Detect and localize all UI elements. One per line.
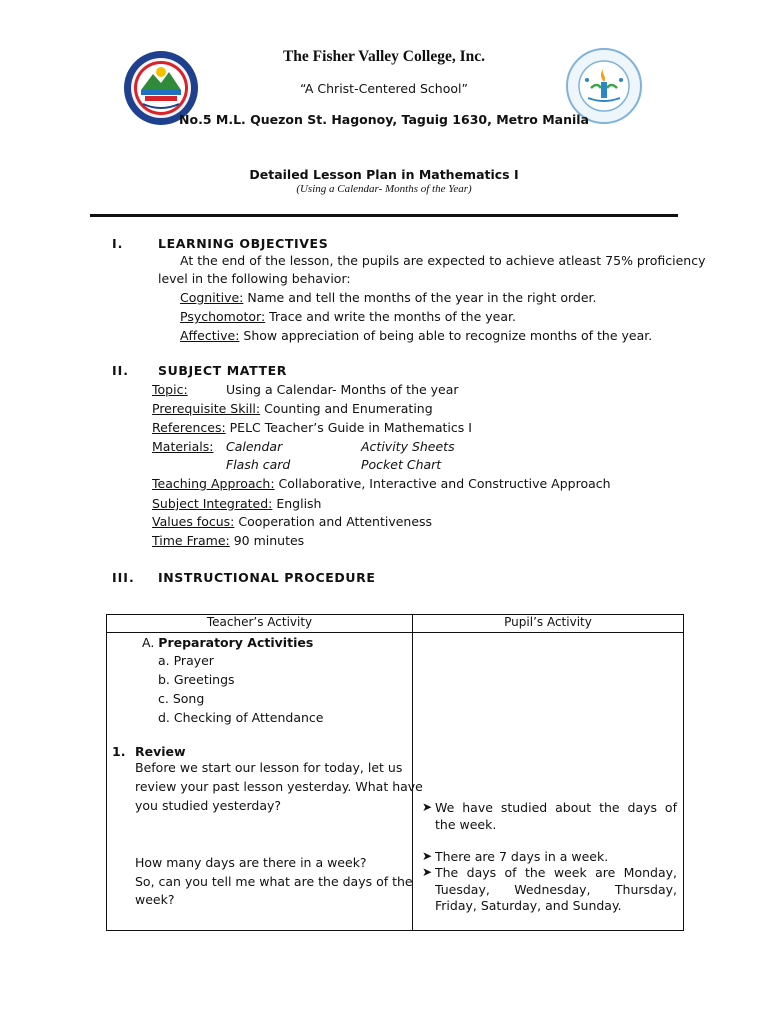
section-1-number: I. xyxy=(112,236,124,251)
material-item: Pocket Chart xyxy=(361,457,442,472)
time-frame xyxy=(152,533,304,548)
section-1-title: LEARNING OBJECTIVES xyxy=(158,236,329,251)
teacher-line: review your past lesson yesterday. What have xyxy=(135,779,423,794)
prep-item: a. Prayer xyxy=(158,653,214,668)
prep-item: c. Song xyxy=(158,691,205,706)
field-value: English xyxy=(272,496,322,511)
table-row xyxy=(107,633,684,931)
prep-item: b. Greetings xyxy=(158,672,235,687)
objective-label: Affective: xyxy=(180,328,240,343)
objective-cognitive xyxy=(180,290,597,305)
review-title: Review xyxy=(135,744,186,759)
teacher-line: Before we start our lesson for today, let us xyxy=(135,760,403,775)
field-label: Values focus: xyxy=(152,514,235,529)
values-focus xyxy=(152,514,432,529)
teaching-approach xyxy=(152,476,611,491)
pupil-answer: There are 7 days in a week. xyxy=(435,849,609,864)
material-item: Flash card xyxy=(226,457,291,472)
field-label: Teaching Approach: xyxy=(152,476,275,491)
objective-affective xyxy=(180,328,652,343)
activity-table xyxy=(106,614,684,931)
objective-text: Name and tell the months of the year in the right order. xyxy=(243,290,597,305)
pupil-answer: The days of the week are Monday, Tuesday, Wednesday, Thursday, Friday, Saturday, and Sunday. xyxy=(435,865,677,913)
arrow-bullet-icon: ➤ xyxy=(422,865,433,879)
field-label: Subject Integrated: xyxy=(152,496,273,511)
topic-text: Using a Calendar- Months of the year xyxy=(226,382,459,397)
teacher-line: you studied yesterday? xyxy=(135,798,282,813)
prep-heading xyxy=(142,635,313,650)
pupil-answer: We have studied about the days of the week. xyxy=(435,800,677,832)
teacher-line: How many days are there in a week? xyxy=(135,855,367,870)
lesson-plan-title: Detailed Lesson Plan in Mathematics I xyxy=(249,167,519,182)
section-3-title: INSTRUCTIONAL PROCEDURE xyxy=(158,570,376,585)
lesson-plan-subtitle: (Using a Calendar- Months of the Year) xyxy=(296,183,472,195)
field-value: Cooperation and Attentiveness xyxy=(234,514,433,529)
references xyxy=(152,420,472,435)
field-value: PELC Teacher’s Guide in Mathematics I xyxy=(225,420,472,435)
prep-letter: A. xyxy=(142,635,155,650)
objectives-intro-line-2: level in the following behavior: xyxy=(158,271,351,286)
topic-label: Topic: xyxy=(152,382,188,397)
field-label: Prerequisite Skill: xyxy=(152,401,261,416)
field-value: Counting and Enumerating xyxy=(260,401,433,416)
address: No.5 M.L. Quezon St. Hagonoy, Taguig 1630, Metro Manila xyxy=(179,112,589,127)
column-header-pupil: Pupil’s Activity xyxy=(413,615,684,633)
teacher-line: So, can you tell me what are the days of the xyxy=(135,874,413,889)
pupil-activity-cell xyxy=(413,633,684,931)
material-item: Calendar xyxy=(226,439,283,454)
materials-label: Materials: xyxy=(152,439,214,454)
section-2-number: II. xyxy=(112,363,130,378)
section-2-title: SUBJECT MATTER xyxy=(158,363,287,378)
prep-title: Preparatory Activities xyxy=(158,635,314,650)
column-header-teacher: Teacher’s Activity xyxy=(107,615,413,633)
arrow-bullet-icon: ➤ xyxy=(422,849,433,863)
subject-integrated xyxy=(152,496,321,511)
table-header-row xyxy=(107,615,684,633)
objective-label: Psychomotor: xyxy=(180,309,266,324)
review-number: 1. xyxy=(112,744,126,759)
section-3-number: III. xyxy=(112,570,135,585)
material-item: Activity Sheets xyxy=(361,439,455,454)
teacher-activity-cell xyxy=(107,633,423,931)
prep-item: d. Checking of Attendance xyxy=(158,710,324,725)
field-value: 90 minutes xyxy=(229,533,305,548)
objective-text: Trace and write the months of the year. xyxy=(265,309,516,324)
motto: “A Christ-Centered School” xyxy=(300,81,468,96)
teacher-line: week? xyxy=(135,892,175,907)
objective-psychomotor xyxy=(180,309,516,324)
objectives-intro-line-1: At the end of the lesson, the pupils are expected to achieve atleast 75% proficiency xyxy=(180,253,706,268)
field-label: Time Frame: xyxy=(152,533,230,548)
arrow-bullet-icon: ➤ xyxy=(422,800,433,814)
field-label: References: xyxy=(152,420,226,435)
field-value: Collaborative, Interactive and Constructive Approach xyxy=(274,476,611,491)
header-divider xyxy=(90,214,678,217)
objective-text: Show appreciation of being able to recognize months of the year. xyxy=(239,328,653,343)
objective-label: Cognitive: xyxy=(180,290,244,305)
prerequisite-skill xyxy=(152,401,433,416)
college-name: The Fisher Valley College, Inc. xyxy=(282,48,486,65)
